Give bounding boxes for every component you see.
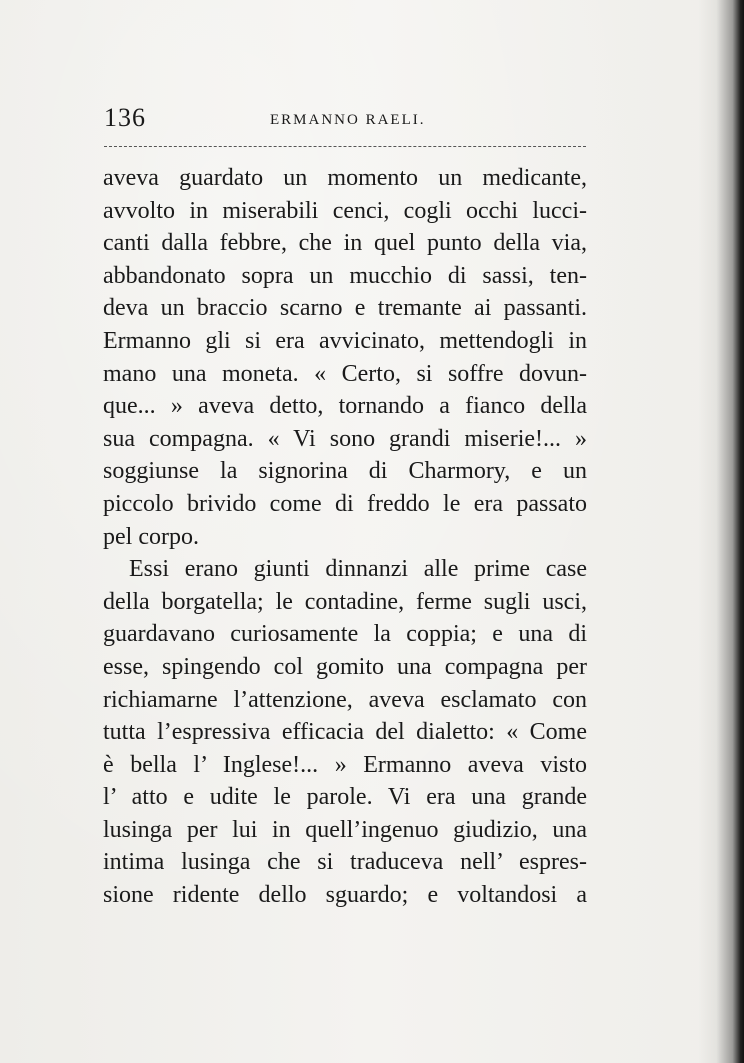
text-line: pel corpo.: [103, 523, 199, 550]
book-spine-shadow: [698, 0, 744, 1063]
page-header: [104, 103, 588, 137]
text-line: abbandonato sopra un mucchio di sassi, ten-: [103, 262, 587, 289]
text-line: tutta l’espressiva efficacia del dialetto: « Come: [103, 719, 587, 746]
body-text: [103, 162, 587, 912]
header-rule: [104, 146, 586, 147]
paragraph: [103, 553, 587, 912]
text-line: intima lusinga che si traduceva nell’ espres-: [103, 849, 587, 876]
running-title: ERMANNO RAELI.: [270, 112, 426, 128]
text-line: Essi erano giunti dinnanzi alle prime case: [129, 556, 587, 583]
text-line: esse, spingendo col gomito una compagna per: [103, 653, 587, 680]
paragraph: [103, 162, 587, 553]
text-line: piccolo brivido come di freddo le era passato: [103, 490, 587, 517]
text-line: richiamarne l’attenzione, aveva esclamato con: [103, 686, 587, 713]
text-line: lusinga per lui in quell’ingenuo giudizio, una: [103, 816, 587, 843]
text-line: avvolto in miserabili cenci, cogli occhi lucci-: [103, 197, 587, 224]
text-line: è bella l’ Inglese!... » Ermanno aveva visto: [103, 751, 587, 778]
text-line: guardavano curiosamente la coppia; e una di: [103, 621, 587, 648]
page-number: 136: [104, 103, 146, 132]
text-line: soggiunse la signorina di Charmory, e un: [103, 458, 587, 485]
text-line: della borgatella; le contadine, ferme sugli usci,: [103, 588, 587, 615]
text-line: que... » aveva detto, tornando a fianco della: [103, 393, 587, 420]
text-line: deva un braccio scarno e tremante ai passanti.: [103, 295, 587, 322]
text-line: l’ atto e udite le parole. Vi era una grande: [103, 784, 587, 811]
text-line: sua compagna. « Vi sono grandi miserie!... »: [103, 425, 587, 452]
text-line: Ermanno gli si era avvicinato, mettendogli in: [103, 327, 587, 354]
text-line: aveva guardato un momento un medicante,: [103, 165, 587, 191]
text-line: canti dalla febbre, che in quel punto della via,: [103, 230, 587, 257]
text-line: mano una moneta. « Certo, si soffre dovun-: [103, 360, 587, 387]
text-line: sione ridente dello sguardo; e voltandosi a: [103, 882, 587, 909]
